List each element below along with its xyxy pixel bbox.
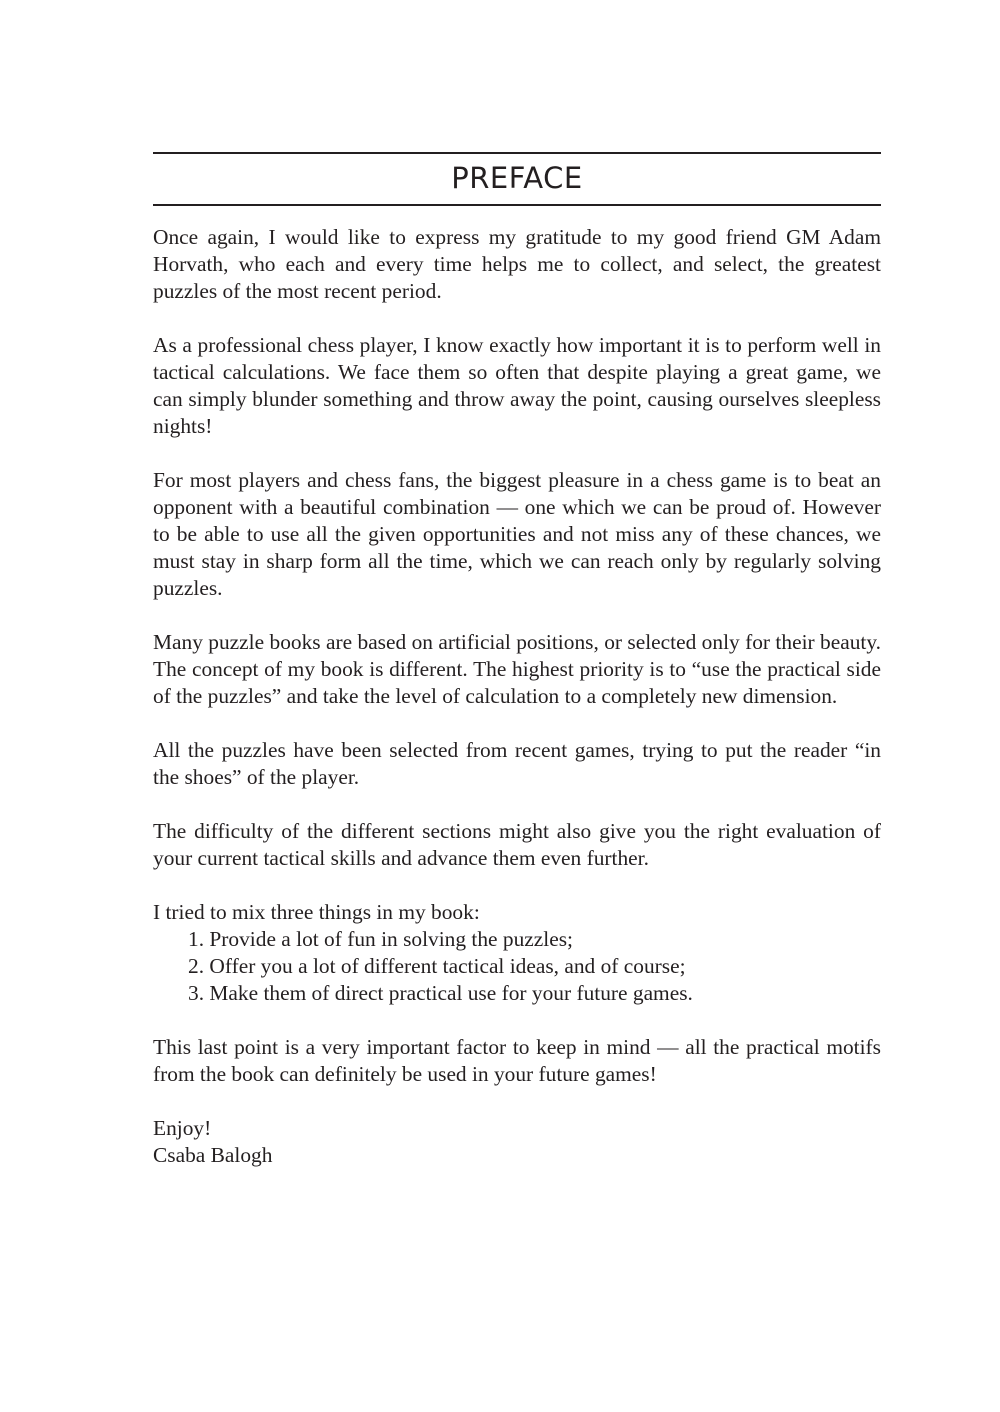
preface-page: [153, 152, 881, 1169]
page-title: PREFACE: [451, 161, 583, 195]
preface-body: [153, 224, 881, 1169]
closing-text: Enjoy!: [153, 1116, 212, 1140]
list-item: 3. Make them of direct practical use for your future games.: [188, 981, 693, 1005]
grandmaster-title: GM: [786, 225, 821, 249]
paragraph-last-point: This last point is a very important factor to keep in mind — all the practical motifs from the book can definitely be used in your future games!: [153, 1035, 881, 1086]
gratitude-text-start: Once again, I would like to express my gratitude to my good friend: [153, 225, 787, 249]
paragraph-concept: Many puzzle books are based on artificial positions, or selected only for their beauty. The concept of my book is different. The highest priority is to “use the practical side of the puzzles” and take the level of calculation to a completely new dimension.: [153, 630, 881, 708]
paragraph-pleasure: For most players and chess fans, the biggest pleasure in a chess game is to beat an opponent with a beautiful combination — one which we can be proud of. However to be able to use all the given opportunities and not miss any of these chances, we must stay in sharp form all the time, which we can reach only by regularly solving puzzles.: [153, 468, 881, 600]
list-item: 1. Provide a lot of fun in solving the puzzles;: [188, 927, 573, 951]
paragraph-gratitude: [153, 224, 881, 305]
paragraph-list-intro: I tried to mix three things in my book:: [153, 900, 480, 924]
paragraph-selection: All the puzzles have been selected from recent games, trying to put the reader “in the shoes” of the player.: [153, 738, 881, 789]
gratitude-text-end: Adam Horvath, who each and every time helps me to collect, and select, the greatest puzzles of the most recent period.: [153, 225, 881, 303]
author-name: Csaba Balogh: [153, 1143, 273, 1167]
list-item: 2. Offer you a lot of different tactical ideas, and of course;: [188, 954, 686, 978]
heading-block: [153, 152, 881, 206]
goals-list: [153, 926, 881, 1007]
paragraph-difficulty: The difficulty of the different sections might also give you the right evaluation of your current tactical skills and advance them even further.: [153, 819, 881, 870]
paragraph-professional: As a professional chess player, I know exactly how important it is to perform well in tactical calculations. We face them so often that despite playing a great game, we can simply blunder something and throw away the point, causing ourselves sleepless nights!: [153, 333, 881, 438]
